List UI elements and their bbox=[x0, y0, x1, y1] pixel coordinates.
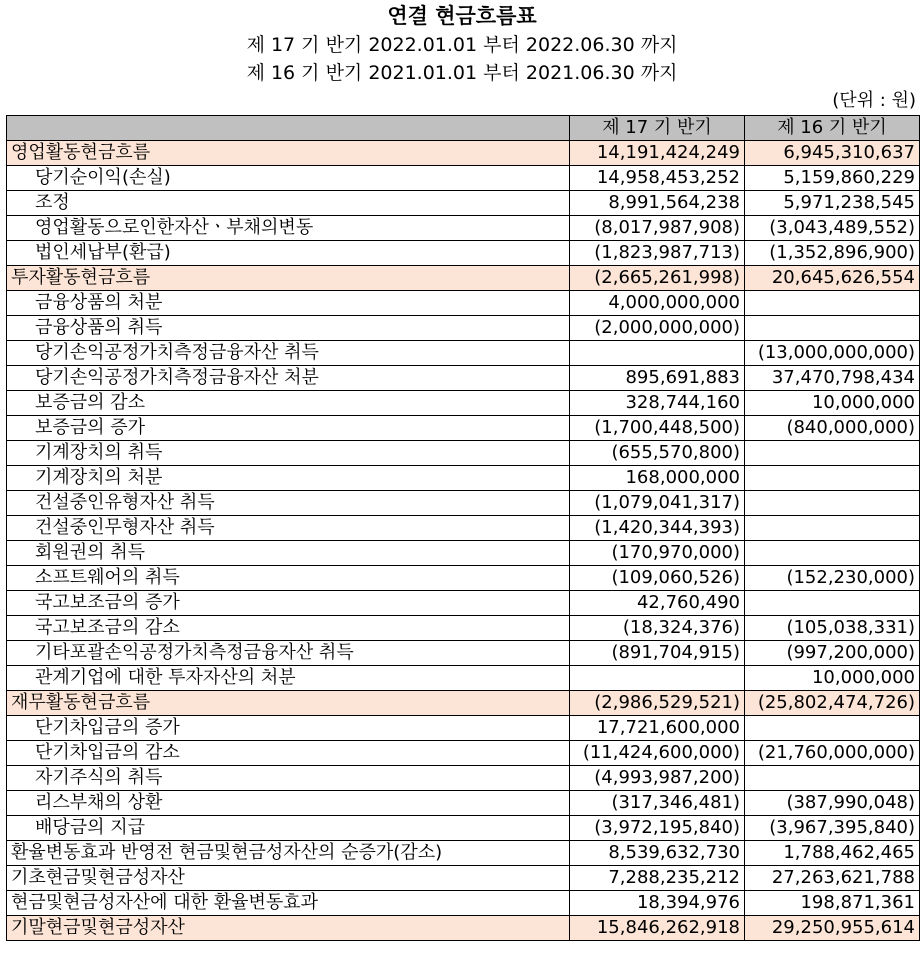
row-current-value: (1,823,987,713) bbox=[570, 241, 745, 266]
row-label: 국고보조금의 증가 bbox=[7, 591, 570, 616]
table-row bbox=[7, 366, 920, 391]
row-label: 투자활동현금흐름 bbox=[7, 266, 570, 291]
table-header-row bbox=[7, 116, 920, 141]
table-row bbox=[7, 441, 920, 466]
row-current-value: (655,570,800) bbox=[570, 441, 745, 466]
row-current-value: 17,721,600,000 bbox=[570, 716, 745, 741]
table-row bbox=[7, 691, 920, 716]
row-current-value: 328,744,160 bbox=[570, 391, 745, 416]
header-label bbox=[7, 116, 570, 141]
row-prior-value: 198,871,361 bbox=[745, 891, 920, 916]
table-row bbox=[7, 491, 920, 516]
row-prior-value: 5,971,238,545 bbox=[745, 191, 920, 216]
row-prior-value: 10,000,000 bbox=[745, 391, 920, 416]
row-label: 재무활동현금흐름 bbox=[7, 691, 570, 716]
row-prior-value: (21,760,000,000) bbox=[745, 741, 920, 766]
row-current-value: 42,760,490 bbox=[570, 591, 745, 616]
row-current-value: (317,346,481) bbox=[570, 791, 745, 816]
row-prior-value: 5,159,860,229 bbox=[745, 166, 920, 191]
row-prior-value: 29,250,955,614 bbox=[745, 916, 920, 941]
row-label: 보증금의 증가 bbox=[7, 416, 570, 441]
row-label: 관계기업에 대한 투자자산의 처분 bbox=[7, 666, 570, 691]
row-prior-value bbox=[745, 491, 920, 516]
row-prior-value: 27,263,621,788 bbox=[745, 866, 920, 891]
row-prior-value: (1,352,896,900) bbox=[745, 241, 920, 266]
row-current-value: (4,993,987,200) bbox=[570, 766, 745, 791]
table-row bbox=[7, 566, 920, 591]
row-prior-value: 1,788,462,465 bbox=[745, 841, 920, 866]
row-prior-value: 6,945,310,637 bbox=[745, 141, 920, 166]
statement-title: 연결 현금흐름표 bbox=[387, 4, 537, 28]
table-row bbox=[7, 541, 920, 566]
table-row bbox=[7, 616, 920, 641]
row-label: 단기차입금의 감소 bbox=[7, 741, 570, 766]
table-row bbox=[7, 816, 920, 841]
row-label: 환율변동효과 반영전 현금및현금성자산의 순증가(감소) bbox=[7, 841, 570, 866]
table-row bbox=[7, 166, 920, 191]
header-current-period: 제 17 기 반기 bbox=[570, 116, 745, 141]
row-label: 소프트웨어의 취득 bbox=[7, 566, 570, 591]
row-prior-value: (3,967,395,840) bbox=[745, 816, 920, 841]
row-current-value: (891,704,915) bbox=[570, 641, 745, 666]
row-current-value: (1,079,041,317) bbox=[570, 491, 745, 516]
row-prior-value bbox=[745, 766, 920, 791]
row-label: 조정 bbox=[7, 191, 570, 216]
row-label: 국고보조금의 감소 bbox=[7, 616, 570, 641]
table-row bbox=[7, 466, 920, 491]
row-label: 기말현금및현금성자산 bbox=[7, 916, 570, 941]
row-prior-value bbox=[745, 716, 920, 741]
row-prior-value: (997,200,000) bbox=[745, 641, 920, 666]
cash-flow-table bbox=[6, 115, 920, 941]
table-row bbox=[7, 891, 920, 916]
header-prior-period: 제 16 기 반기 bbox=[745, 116, 920, 141]
row-current-value: (11,424,600,000) bbox=[570, 741, 745, 766]
row-prior-value: (152,230,000) bbox=[745, 566, 920, 591]
row-prior-value bbox=[745, 516, 920, 541]
row-label: 당기손익공정가치측정금융자산 취득 bbox=[7, 341, 570, 366]
row-prior-value bbox=[745, 291, 920, 316]
row-prior-value: (3,043,489,552) bbox=[745, 216, 920, 241]
table-row bbox=[7, 141, 920, 166]
table-row bbox=[7, 716, 920, 741]
row-label: 당기손익공정가치측정금융자산 처분 bbox=[7, 366, 570, 391]
row-prior-value: (25,802,474,726) bbox=[745, 691, 920, 716]
row-prior-value bbox=[745, 316, 920, 341]
table-row bbox=[7, 291, 920, 316]
table-row bbox=[7, 241, 920, 266]
row-prior-value bbox=[745, 541, 920, 566]
row-label: 기타포괄손익공정가치측정금융자산 취득 bbox=[7, 641, 570, 666]
row-current-value: (1,420,344,393) bbox=[570, 516, 745, 541]
row-current-value: (2,665,261,998) bbox=[570, 266, 745, 291]
table-row bbox=[7, 766, 920, 791]
row-current-value: (2,000,000,000) bbox=[570, 316, 745, 341]
row-prior-value: 37,470,798,434 bbox=[745, 366, 920, 391]
row-prior-value bbox=[745, 466, 920, 491]
row-prior-value: (105,038,331) bbox=[745, 616, 920, 641]
table-row bbox=[7, 266, 920, 291]
table-row bbox=[7, 516, 920, 541]
period-prior: 제 16 기 반기 2021.01.01 부터 2021.06.30 까지 bbox=[246, 62, 678, 84]
row-current-value: 7,288,235,212 bbox=[570, 866, 745, 891]
row-current-value: 14,191,424,249 bbox=[570, 141, 745, 166]
row-label: 금융상품의 취득 bbox=[7, 316, 570, 341]
table-row bbox=[7, 916, 920, 941]
row-prior-value bbox=[745, 591, 920, 616]
table-row bbox=[7, 791, 920, 816]
table-row bbox=[7, 316, 920, 341]
row-label: 단기차입금의 증가 bbox=[7, 716, 570, 741]
table-row bbox=[7, 741, 920, 766]
row-label: 현금및현금성자산에 대한 환율변동효과 bbox=[7, 891, 570, 916]
row-current-value: 14,958,453,252 bbox=[570, 166, 745, 191]
row-label: 당기순이익(손실) bbox=[7, 166, 570, 191]
table-row bbox=[7, 841, 920, 866]
row-current-value: 895,691,883 bbox=[570, 366, 745, 391]
row-current-value: (3,972,195,840) bbox=[570, 816, 745, 841]
row-current-value: 168,000,000 bbox=[570, 466, 745, 491]
row-current-value bbox=[570, 666, 745, 691]
row-current-value: (109,060,526) bbox=[570, 566, 745, 591]
table-row bbox=[7, 591, 920, 616]
table-row bbox=[7, 216, 920, 241]
row-prior-value: (387,990,048) bbox=[745, 791, 920, 816]
row-current-value: (2,986,529,521) bbox=[570, 691, 745, 716]
row-label: 기계장치의 처분 bbox=[7, 466, 570, 491]
table-row bbox=[7, 191, 920, 216]
row-current-value: 8,991,564,238 bbox=[570, 191, 745, 216]
row-prior-value bbox=[745, 441, 920, 466]
table-row bbox=[7, 866, 920, 891]
row-label: 영업활동현금흐름 bbox=[7, 141, 570, 166]
row-label: 기초현금및현금성자산 bbox=[7, 866, 570, 891]
row-current-value: (1,700,448,500) bbox=[570, 416, 745, 441]
row-prior-value: 20,645,626,554 bbox=[745, 266, 920, 291]
period-current: 제 17 기 반기 2022.01.01 부터 2022.06.30 까지 bbox=[246, 34, 678, 56]
row-current-value: (8,017,987,908) bbox=[570, 216, 745, 241]
row-current-value: 8,539,632,730 bbox=[570, 841, 745, 866]
table-row bbox=[7, 641, 920, 666]
row-current-value: 4,000,000,000 bbox=[570, 291, 745, 316]
row-label: 건설중인유형자산 취득 bbox=[7, 491, 570, 516]
table-row bbox=[7, 391, 920, 416]
table-row bbox=[7, 341, 920, 366]
row-label: 리스부채의 상환 bbox=[7, 791, 570, 816]
row-current-value: (170,970,000) bbox=[570, 541, 745, 566]
table-row bbox=[7, 666, 920, 691]
unit-label: (단위 : 원) bbox=[832, 90, 916, 111]
row-label: 건설중인무형자산 취득 bbox=[7, 516, 570, 541]
table-row bbox=[7, 416, 920, 441]
row-label: 영업활동으로인한자산ㆍ부채의변동 bbox=[7, 216, 570, 241]
row-label: 배당금의 지급 bbox=[7, 816, 570, 841]
row-current-value: 18,394,976 bbox=[570, 891, 745, 916]
row-current-value: 15,846,262,918 bbox=[570, 916, 745, 941]
row-prior-value: (13,000,000,000) bbox=[745, 341, 920, 366]
row-label: 회원권의 취득 bbox=[7, 541, 570, 566]
row-prior-value: 10,000,000 bbox=[745, 666, 920, 691]
row-label: 자기주식의 취득 bbox=[7, 766, 570, 791]
row-label: 보증금의 감소 bbox=[7, 391, 570, 416]
row-current-value: (18,324,376) bbox=[570, 616, 745, 641]
row-label: 기계장치의 취득 bbox=[7, 441, 570, 466]
row-label: 법인세납부(환급) bbox=[7, 241, 570, 266]
row-current-value bbox=[570, 341, 745, 366]
row-label: 금융상품의 처분 bbox=[7, 291, 570, 316]
row-prior-value: (840,000,000) bbox=[745, 416, 920, 441]
